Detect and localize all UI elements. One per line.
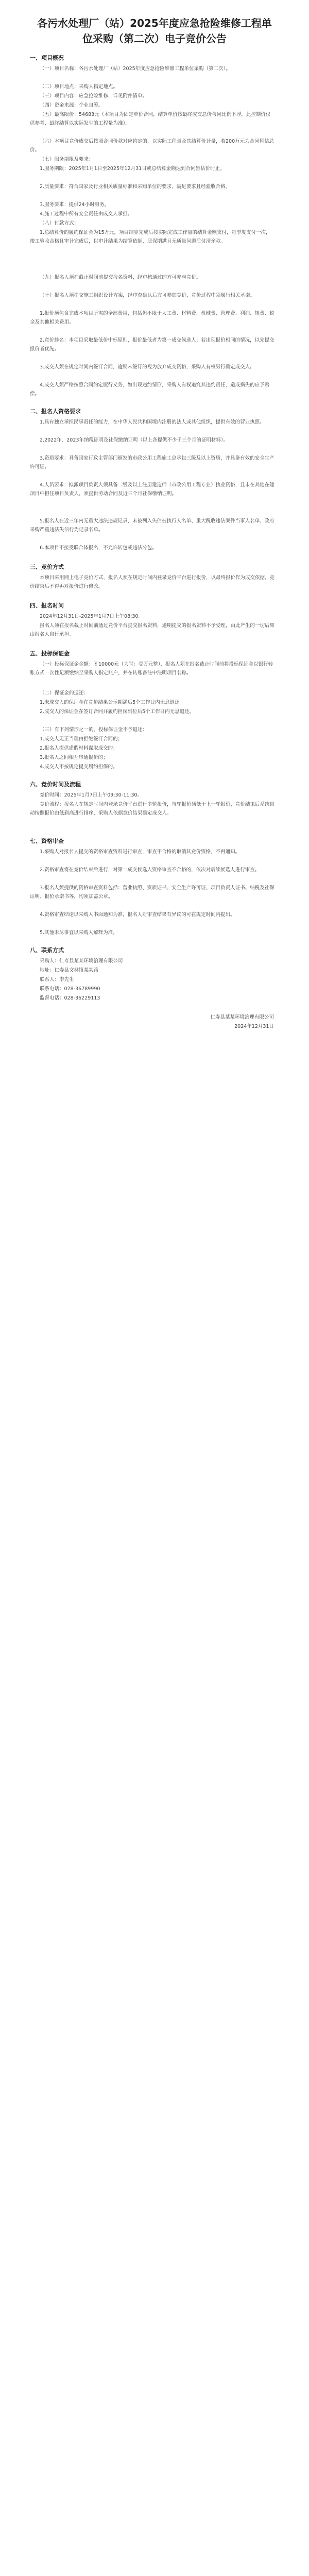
section-heading: 八、联系方式 xyxy=(30,947,64,954)
paragraph: 4.资格审查结论以采购人书面通知为准，报名人对审查结果有异议的可在规定时间内提出。 xyxy=(40,912,235,918)
paragraph: 2024年12月31日-2025年1月7日上午08:30。 xyxy=(40,614,143,619)
paragraph: 3.报名人须提供的资格审查资料包括：营业执照、资质证书、安全生产许可证、项目负责人证书、纳税及社保证明、报价承诺书等，均须加盖公章。 xyxy=(30,885,274,900)
paragraph: （七）服务期限及要求： xyxy=(40,157,94,162)
paragraph: 联系人：李先生 xyxy=(40,977,74,982)
paragraph: 本项目采用网上电子竞价方式，报名人须在规定时间内登录竞价平台进行报价，以最终报价作为成交依据，竞价结束后不得再对报价进行修改。 xyxy=(30,575,275,590)
paragraph: 4.成交人不按规定提交履约担保的。 xyxy=(40,764,118,770)
paragraph: 4.成交人须严格按照合同约定履行义务，如出现违约情形，采购人有权追究其违约责任，造成损失的应予赔偿。 xyxy=(30,382,270,397)
paragraph: 采购人：仁寿县某某环境治理有限公司 xyxy=(40,958,123,964)
paragraph: （五）最高限价：54683元（本项目为固定单价合同，结算单价按最终成交总价与同比例下浮，此控制价仅供参考，最终结算以实际发生的工程量为准）。 xyxy=(30,112,271,127)
paragraph: 竞价时间：2025年1月7日上午09:30-11:30。 xyxy=(40,792,142,798)
section-heading: 四、报名时间 xyxy=(30,602,64,609)
paragraph: 1.总结算价的履约保证金为15万元，项目结算完成后按实际完成工作量的结算金额支付，每季度支付一次，竣工验收合格且审计完成后，以审计结果为结算依据，质保期满且无质量问题后付清余款。 xyxy=(30,230,271,245)
paragraph: 1.报价须包含完成本项目所需的全部费用，包括但不限于人工费、材料费、机械费、管理费、利润、规费、税金及其他相关费用。 xyxy=(30,311,274,326)
section-heading: 五、投标保证金 xyxy=(30,650,70,657)
paragraph: 报名人须在报名截止时间前通过竞价平台提交报名资料，逾期提交的报名资料不予受理，由此产生的一切后果由报名人自行承担。 xyxy=(30,623,275,638)
paragraph: 2.竞价排名：本项目采取最低价中标原则，报价最低者为第一成交候选人；若出现报价相同的情况，以先提交报价者优先。 xyxy=(30,337,274,352)
paragraph: 监督电话：028-36229113 xyxy=(40,995,100,1001)
paragraph: 4.人员要求：拟派项目负责人须具备二级及以上注册建造师（市政公用工程专业）执业资格，且未在其他在建项目中担任项目负责人，须提供劳动合同及近三个月社保缴纳证明。 xyxy=(30,482,274,497)
paragraph: （三）项目内容：应急抢险维修，详见附件清单。 xyxy=(40,93,148,99)
paragraph: 5.报名人在近三年内无重大违法违规记录，未被列入失信被执行人名单、重大税收违法案件当事人名单、政府采购严重违法失信行为记录名单。 xyxy=(30,518,274,533)
paragraph: （一）项目名称：各污水处理厂（站）2025年度应急抢险维修工程单位采购（第二次）。 xyxy=(40,66,231,72)
paragraph: （二）保证金的退还： xyxy=(40,690,89,696)
paragraph: 2.质量要求：符合国家及行业相关质量标准和采购单位的要求，满足要求且经验收合格。 xyxy=(40,184,231,190)
paragraph: 1.成交人无正当理由拒绝签订合同的； xyxy=(40,736,123,742)
paragraph: 1.具有独立承担民事责任的能力，在中华人民共和国境内注册的法人或其他组织，提供有效的营业执照。 xyxy=(40,419,265,425)
paragraph: （三）有下列情形之一的，投标保证金不予退还： xyxy=(40,727,148,733)
paragraph: 2.2022年、2023年纳税证明及社保缴纳证明（以上各提供不少于三个月的证明材料）。 xyxy=(40,437,229,443)
paragraph: 地址：仁寿县文林镇某某路 xyxy=(40,968,99,973)
paragraph: 联系电话：028-36789990 xyxy=(40,986,100,992)
paragraph: 3.成交人须在规定时间内签订合同，逾期未签订的视为放弃成交资格，采购人有权另行确定成交人。 xyxy=(40,364,255,370)
section-heading: 三、竞价方式 xyxy=(30,564,64,570)
paragraph: 6.本项目不接受联合体报名，不允许转包或违法分包。 xyxy=(40,545,157,551)
paragraph: 1.未成交人的保证金在竞价结果公示期满后5个工作日内无息退还。 xyxy=(40,700,185,705)
signature-date: 2024年12月31日 xyxy=(234,1024,274,1029)
section-heading: 七、资格审查 xyxy=(30,838,64,844)
signature-organization: 仁寿县某某环境治理有限公司 xyxy=(210,1014,274,1020)
paragraph: （四）资金来源：企业自筹。 xyxy=(40,103,104,108)
paragraph: 5.其他未尽事宜以采购人解释为准。 xyxy=(40,930,118,936)
paragraph: （六）本项目竞价成交后按照合同价款对应约定的，以实际工程量及其结算价计量，若200万元为合同暂估总价。 xyxy=(30,139,274,154)
paragraph: 竞价流程：报名人在规定时间内登录竞价平台进行多轮报价，每轮报价须低于上一轮报价，竞价结束后系统自动按照报价由低到高进行排序，采购人依据竞价结果确定成交人。 xyxy=(30,802,275,817)
page-title: 各污水处理厂（站）2025年度应急抢险维修工程单位采购（第二次）电子竞价公告 xyxy=(37,17,272,45)
paragraph: 1.服务期限：2025年1月1日至2025年12月31日或总结算金额达到合同暂估价时止。 xyxy=(40,166,225,172)
paragraph: 4.施工过程中所有安全责任由成交人承担。 xyxy=(40,211,133,217)
section-heading: 二、报名人资格要求 xyxy=(30,408,81,415)
paragraph: 2.资格审查将在竞价结束后进行，对第一成交候选人资格审查不合格的，依次对后续候选人进行审查。 xyxy=(40,867,260,873)
paragraph: 1.采购人对报名人提交的资格审查资料进行审查，审查不合格的取消其竞价资格，不再通知。 xyxy=(40,849,241,855)
paragraph: （一）投标保证金金额：￥10000元（大写：壹万元整），报名人须在报名截止时间前将投标保证金以银行转账方式一次性足额缴纳至采购人指定账户，并在转账备注中注明项目名称。 xyxy=(30,662,273,676)
paragraph: （九）报名人须在截止时间前提交报名资料，经审核通过的方可参与竞价。 xyxy=(40,275,201,280)
paragraph: 3.服务要求：提供24小时服务。 xyxy=(40,202,110,208)
paragraph: 2.成交人的保证金在签订合同并履约担保到位后5个工作日内无息退还。 xyxy=(40,709,195,715)
section-heading: 一、项目概况 xyxy=(30,55,64,61)
paragraph: （二）项目地点：采购人指定地点。 xyxy=(40,84,118,90)
paragraph: （十）报名人须提交施工组织设计方案，经审查确认后方可参加竞价，竞价过程中须履行相关承诺。 xyxy=(40,293,255,298)
section-heading: 六、竞价时间及流程 xyxy=(30,781,81,788)
paragraph: 3.资质要求：具备国家行政主管部门颁发的市政公用工程施工总承包三级及以上资质，并具备有效的安全生产许可证。 xyxy=(30,455,274,470)
paragraph: 2.报名人提供虚假材料谋取成交的； xyxy=(40,745,118,751)
paragraph: 3.报名人之间相互串通报价的； xyxy=(40,755,108,760)
paragraph: （八）付款方式： xyxy=(40,221,79,226)
